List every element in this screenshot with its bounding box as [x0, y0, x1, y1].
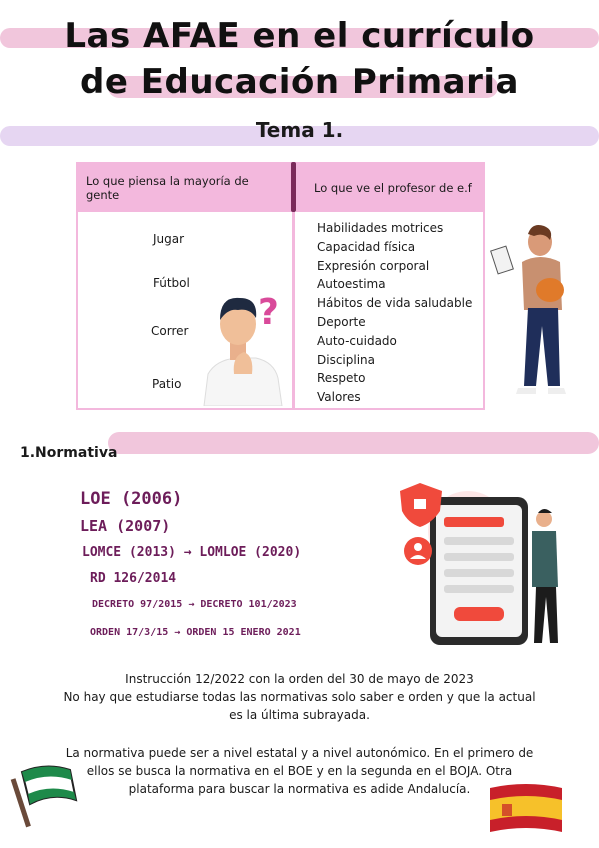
list-item: Capacidad física: [317, 239, 416, 254]
andalucia-flag-icon: [10, 762, 80, 828]
left-item: Jugar: [153, 232, 185, 246]
list-item: Valores: [317, 390, 361, 405]
page-title-line2: de Educación Primaria: [80, 62, 519, 102]
instruction-line: No hay que estudiarse todas las normativas solo saber e orden y que la actual: [63, 690, 536, 704]
right-list: [317, 219, 472, 407]
spain-flag-icon: [488, 784, 564, 836]
instruction-line: Instrucción 12/2022 con la orden del 30 de mayo de 2023: [125, 672, 474, 686]
list-item: Deporte: [317, 314, 366, 329]
law-item: RD 126/2014: [90, 571, 177, 586]
list-item: Respeto: [317, 371, 366, 386]
law-item: LEA (2007): [80, 517, 171, 535]
security-phone-illustration: [396, 477, 576, 649]
left-header: Lo que piensa la mayoría de gente: [78, 164, 292, 212]
list-item: Expresión corporal: [317, 258, 430, 273]
right-header: Lo que ve el profesor de e.f: [296, 164, 483, 212]
law-item: LOE (2006): [80, 489, 183, 509]
info-line: La normativa puede ser a nivel estatal y a nivel autonómico. En el primero de: [65, 746, 534, 760]
list-item: Disciplina: [317, 352, 376, 367]
law-item: LOMCE (2013) → LOMLOE (2020): [82, 545, 302, 560]
instruction-line: es la última subrayada.: [229, 708, 370, 722]
left-item: Fútbol: [153, 276, 190, 290]
normativa-highlight: [108, 432, 599, 454]
list-item: Autoestima: [317, 277, 386, 292]
list-item: Hábitos de vida saludable: [317, 296, 473, 311]
thinking-person-illustration: [198, 282, 290, 406]
law-item: ORDEN 17/3/15 → ORDEN 15 ENERO 2021: [90, 627, 301, 638]
list-item: Auto-cuidado: [317, 333, 397, 348]
teacher-illustration: [488, 222, 583, 398]
question-mark-icon: ?: [258, 292, 279, 333]
table-divider-accent: [291, 162, 296, 212]
list-item: Habilidades motrices: [317, 221, 444, 235]
topic-label: Tema 1.: [255, 118, 344, 142]
normativa-heading: 1.Normativa: [20, 445, 118, 461]
info-line: ellos se busca la normativa en el BOE y en la segunda en el BOJA. Otra: [86, 764, 513, 778]
left-item: Correr: [151, 324, 189, 338]
left-item: Patio: [152, 377, 182, 391]
page-title-line1: Las AFAE en el currículo: [64, 16, 535, 56]
info-line: plataforma para buscar la normativa es adide Andalucía.: [128, 782, 471, 796]
law-item: DECRETO 97/2015 → DECRETO 101/2023: [92, 599, 297, 610]
